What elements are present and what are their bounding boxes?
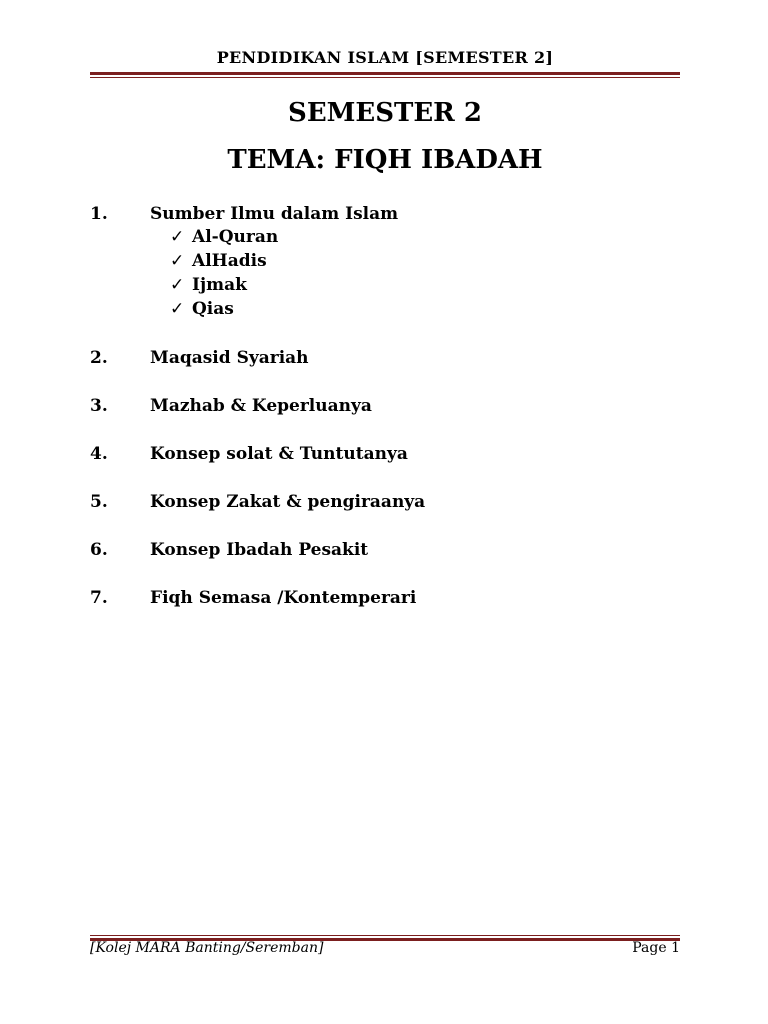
topic-number: 5. bbox=[90, 492, 108, 512]
topic-label: Konsep solat & Tuntutanya bbox=[150, 444, 408, 464]
topic-item-2 bbox=[90, 347, 680, 369]
topic-1-sublist bbox=[170, 225, 680, 321]
checkmark-icon: ✓ bbox=[170, 275, 185, 295]
topic-number: 6. bbox=[90, 540, 108, 560]
topic-label: Fiqh Semasa /Kontemperari bbox=[150, 588, 417, 608]
tema-title: TEMA: FIQH IBADAH bbox=[227, 145, 543, 175]
semester-title: SEMESTER 2 bbox=[288, 98, 482, 128]
subitem-ijmak bbox=[170, 273, 680, 297]
subitem-label: Al-Quran bbox=[192, 227, 279, 247]
subitem-label: Qias bbox=[192, 299, 234, 319]
topic-item-6 bbox=[90, 539, 680, 561]
topic-number: 4. bbox=[90, 444, 108, 464]
header-rule bbox=[90, 72, 680, 78]
topic-label: Maqasid Syariah bbox=[150, 348, 309, 368]
subitem-label: AlHadis bbox=[192, 251, 267, 271]
topic-label: Mazhab & Keperluanya bbox=[150, 396, 372, 416]
topic-label: Sumber Ilmu dalam Islam bbox=[150, 204, 399, 224]
subitem-al-quran bbox=[170, 225, 680, 249]
header-rule-thin bbox=[90, 77, 680, 78]
topic-item-4 bbox=[90, 443, 680, 465]
topic-number: 3. bbox=[90, 396, 108, 416]
checkmark-icon: ✓ bbox=[170, 299, 185, 319]
subitem-qias bbox=[170, 297, 680, 321]
footer-page-number: Page 1 bbox=[632, 940, 680, 956]
topic-list bbox=[90, 203, 680, 609]
topic-number: 2. bbox=[90, 348, 108, 368]
topic-item-7 bbox=[90, 587, 680, 609]
topic-label: Konsep Zakat & pengiraanya bbox=[150, 492, 426, 512]
topic-item-3 bbox=[90, 395, 680, 417]
header-rule-thick bbox=[90, 72, 680, 75]
topic-number: 1. bbox=[90, 204, 108, 224]
checkmark-icon: ✓ bbox=[170, 227, 185, 247]
topic-number: 7. bbox=[90, 588, 108, 608]
footer-institution: [Kolej MARA Banting/Seremban] bbox=[90, 940, 324, 956]
page-header-title: PENDIDIKAN ISLAM [SEMESTER 2] bbox=[216, 48, 554, 67]
subitem-alhadis bbox=[170, 249, 680, 273]
checkmark-icon: ✓ bbox=[170, 251, 185, 271]
topic-item-5 bbox=[90, 491, 680, 513]
subitem-label: Ijmak bbox=[192, 275, 247, 295]
footer-rule-thin bbox=[90, 935, 680, 936]
topic-item-1 bbox=[90, 203, 680, 225]
topic-label: Konsep Ibadah Pesakit bbox=[150, 540, 369, 560]
